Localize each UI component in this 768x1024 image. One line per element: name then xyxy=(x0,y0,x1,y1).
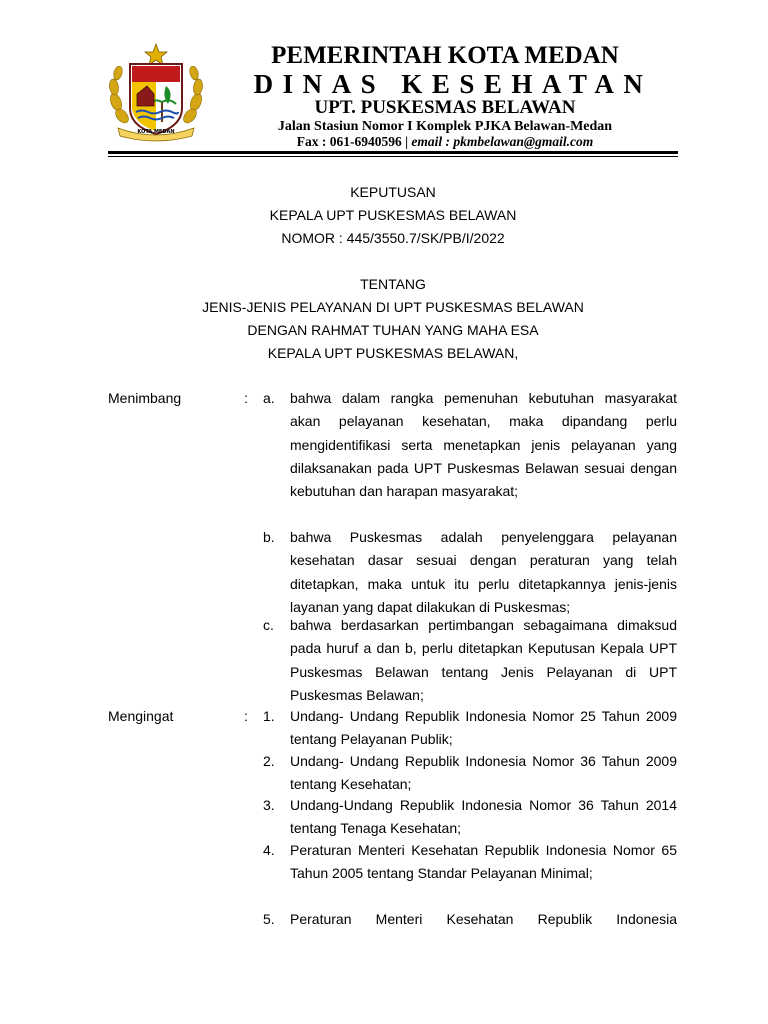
decree-authority: KEPALA UPT PUSKESMAS BELAWAN, xyxy=(267,345,519,361)
mengingat-item-2: Undang- Undang Republik Indonesia Nomor 36 Tahun 2009 tentang Kesehatan; xyxy=(290,753,677,793)
menimbang-marker-c: c. xyxy=(263,617,274,633)
mengingat-marker-1: 1. xyxy=(263,708,275,724)
letterhead-department: DINAS KESEHATAN xyxy=(253,69,653,99)
decree-invocation: DENGAN RAHMAT TUHAN YANG MAHA ESA xyxy=(247,322,539,338)
menimbang-marker-b: b. xyxy=(263,529,275,545)
menimbang-item-c: bahwa berdasarkan pertimbangan sebagaimana dimaksud pada huruf a dan b, perlu ditetapkan Keputusan Kepala UPT Puskesmas Belawan tentang Jenis Pelayanan di UPT Puskesmas Belawan; xyxy=(290,617,677,703)
mengingat-marker-4: 4. xyxy=(263,842,275,858)
decree-about-label: TENTANG xyxy=(360,276,426,292)
mengingat-colon: : xyxy=(244,708,248,724)
mengingat-item-1: Undang- Undang Republik Indonesia Nomor 25 Tahun 2009 tentang Pelayanan Publik; xyxy=(290,708,677,748)
letterhead-rule-thick xyxy=(108,151,678,154)
decree-heading: KEPUTUSAN xyxy=(350,184,436,200)
mengingat-marker-2: 2. xyxy=(263,753,275,769)
mengingat-item-4: Peraturan Menteri Kesehatan Republik Indonesia Nomor 65 Tahun 2005 tentang Standar Pelayanan Minimal; xyxy=(290,842,677,882)
menimbang-colon: : xyxy=(244,390,248,406)
letterhead-rule-thin xyxy=(108,156,678,157)
decree-issuer: KEPALA UPT PUSKESMAS BELAWAN xyxy=(269,207,517,223)
mengingat-marker-3: 3. xyxy=(263,797,275,813)
letterhead-contact xyxy=(210,134,680,150)
menimbang-label: Menimbang xyxy=(108,390,182,406)
mengingat-label: Mengingat xyxy=(108,708,174,724)
letterhead-government: PEMERINTAH KOTA MEDAN xyxy=(271,42,619,69)
mengingat-marker-5: 5. xyxy=(263,911,275,927)
decree-number: NOMOR : 445/3550.7/SK/PB/I/2022 xyxy=(281,230,505,246)
letterhead-fax: Fax : 061-6940596 | xyxy=(296,134,412,149)
menimbang-marker-a: a. xyxy=(263,390,275,406)
letterhead-email: email : pkmbelawan@gmail.com xyxy=(411,134,594,149)
city-coat-of-arms-logo xyxy=(104,42,208,146)
logo-ribbon-text: KOTA MEDAN xyxy=(137,129,175,135)
letterhead-unit: UPT. PUSKESMAS BELAWAN xyxy=(314,97,576,118)
menimbang-item-b: bahwa Puskesmas adalah penyelenggara pelayanan kesehatan dasar sesuai dengan peraturan yang telah ditetapkan, maka untuk itu perlu ditetapkannya jenis-jenis layanan yang dapat dilakukan di Puskesmas; xyxy=(290,529,677,615)
mengingat-item-5: Peraturan Menteri Kesehatan Republik Indonesia xyxy=(290,911,677,927)
decree-subject: JENIS-JENIS PELAYANAN DI UPT PUSKESMAS BELAWAN xyxy=(202,299,584,315)
mengingat-item-3: Undang-Undang Republik Indonesia Nomor 36 Tahun 2014 tentang Tenaga Kesehatan; xyxy=(290,797,677,837)
letterhead-address: Jalan Stasiun Nomor I Komplek PJKA Belawan-Medan xyxy=(277,119,613,134)
menimbang-item-a: bahwa dalam rangka pemenuhan kebutuhan masyarakat akan pelayanan kesehatan, maka dipandang perlu mengidentifikasi serta menetapkan jenis pelayanan yang dilaksanakan pada UPT Puskesmas Belawan sesuai dengan kebutuhan dan harapan masyarakat; xyxy=(290,390,677,500)
